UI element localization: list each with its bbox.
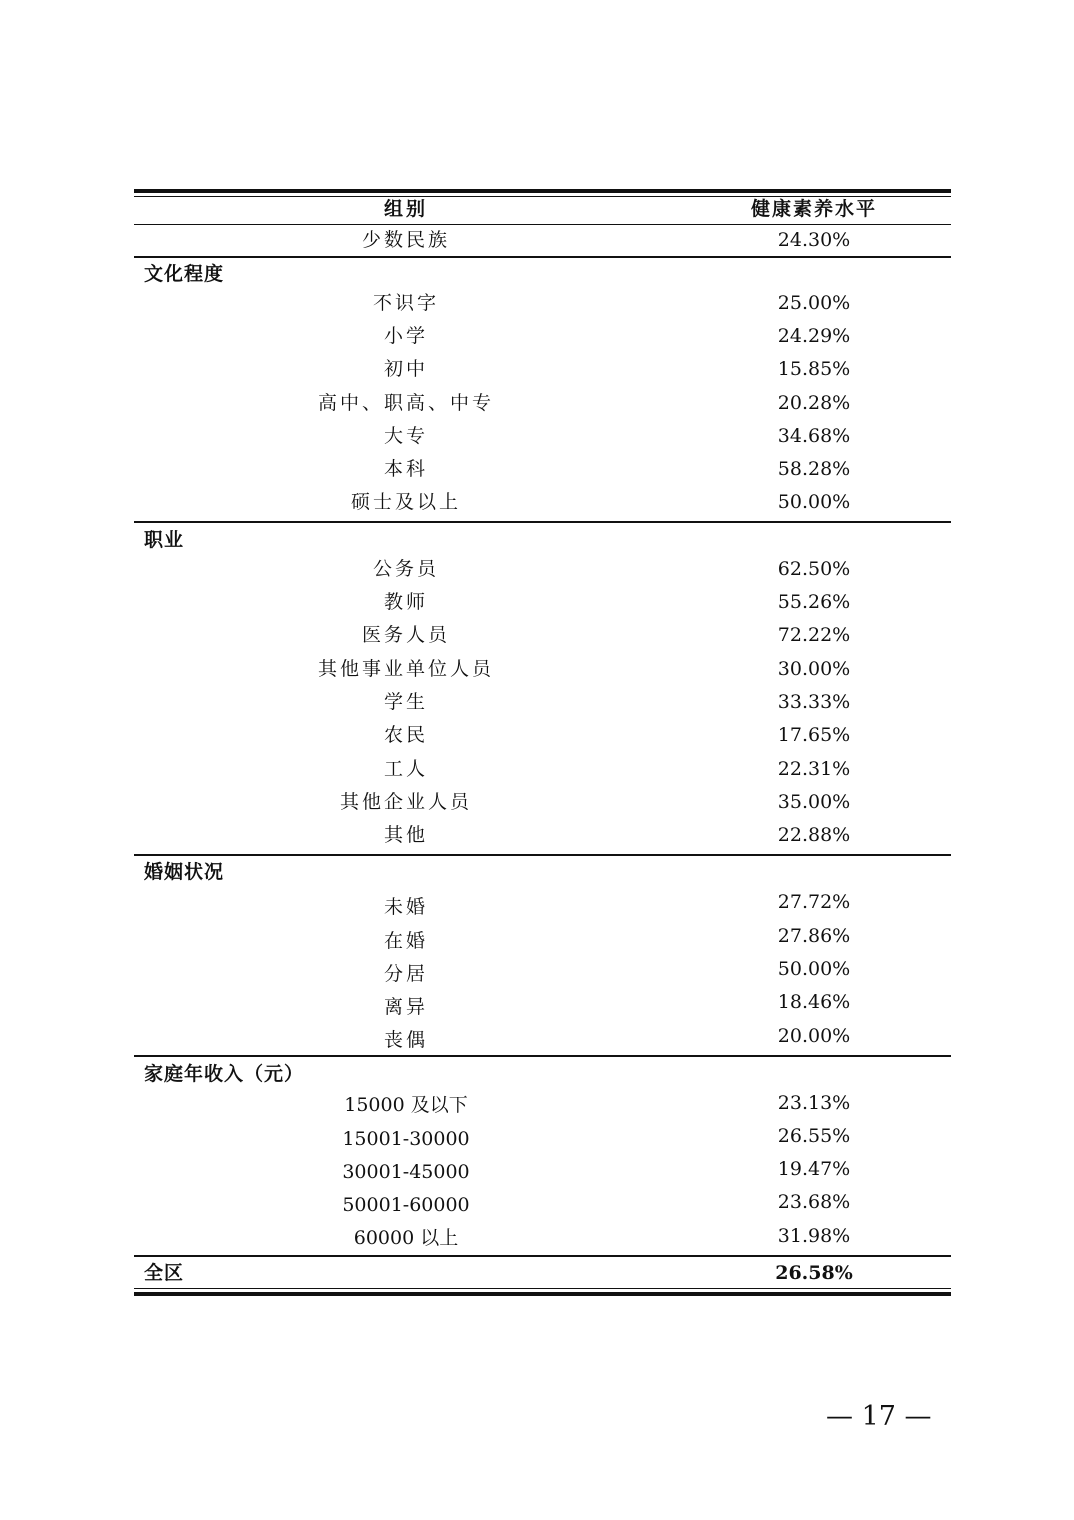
table-row-label: 其他 (383, 824, 428, 846)
table-row-label: 50001-60000 (342, 1194, 470, 1216)
table-row-label: 在婚 (383, 930, 428, 952)
table-row-value: 17.65% (777, 724, 851, 746)
table-row-value: 20.28% (777, 392, 851, 414)
table-row-label: 本科 (383, 458, 428, 480)
section-title-occupation: 职业 (144, 529, 185, 551)
header-group: 组别 (383, 198, 428, 220)
table-row-value: 25.00% (777, 292, 851, 314)
table-row-value: 72.22% (777, 624, 851, 646)
table-row-value: 58.28% (777, 458, 851, 480)
table-row-label: 公务员 (372, 558, 439, 580)
header-level: 健康素养水平 (750, 198, 877, 220)
table-bottom-rule (134, 1292, 951, 1296)
table-row-label: 小学 (383, 325, 428, 347)
table-row-label: 30001-45000 (342, 1161, 470, 1183)
table-row-value: 19.47% (777, 1158, 851, 1180)
table-row-label: 初中 (383, 358, 428, 380)
table-row-value: 18.46% (777, 991, 851, 1013)
table-row-value: 15.85% (777, 358, 851, 380)
table-row-label: 学生 (383, 691, 428, 713)
table-row-value: 50.00% (777, 958, 851, 980)
table-row-value: 30.00% (777, 658, 851, 680)
table-row-label: 60000 以上 (353, 1227, 459, 1249)
table-row-label: 15001-30000 (342, 1128, 470, 1150)
table-top-rule-thin (134, 196, 951, 197)
table-row-label: 其他事业单位人员 (317, 658, 494, 680)
table-row-value: 55.26% (777, 591, 851, 613)
table-top-rule (134, 189, 951, 193)
header-rule (134, 224, 951, 225)
table-row-label: 分居 (383, 963, 428, 985)
table-row-label: 未婚 (383, 896, 428, 918)
table-row-value: 62.50% (777, 558, 851, 580)
total-value: 26.58% (775, 1262, 853, 1284)
table-row-value: 20.00% (777, 1025, 851, 1047)
table-row-label: 其他企业人员 (339, 791, 472, 813)
section-title-marital: 婚姻状况 (144, 861, 225, 883)
section-rule (134, 256, 951, 258)
table-row-value: 35.00% (777, 791, 851, 813)
table-row-label: 不识字 (372, 292, 439, 314)
table-row-value: 50.00% (777, 491, 851, 513)
section-rule (134, 521, 951, 523)
table-row-label: 硕士及以上 (350, 491, 461, 513)
table-row-value: 24.29% (777, 325, 851, 347)
table-row-label: 工人 (383, 758, 428, 780)
table-row-value: 26.55% (777, 1125, 851, 1147)
table-row-value: 23.13% (777, 1092, 851, 1114)
table-row-label: 农民 (383, 724, 428, 746)
row-label-minority: 少数民族 (361, 229, 450, 251)
section-rule (134, 1255, 951, 1257)
table-row-label: 教师 (383, 591, 428, 613)
table-row-label: 离异 (383, 996, 428, 1018)
table-row-value: 22.88% (777, 824, 851, 846)
table-bottom-rule-thin (134, 1288, 951, 1289)
table-row-value: 27.86% (777, 925, 851, 947)
section-title-income: 家庭年收入（元） (144, 1063, 305, 1085)
table-row-label: 大专 (383, 425, 428, 447)
total-label: 全区 (144, 1262, 185, 1284)
table-row-value: 27.72% (777, 891, 851, 913)
table-row-value: 34.68% (777, 425, 851, 447)
table-row-label: 丧偶 (383, 1029, 428, 1051)
table-row-label: 15000 及以下 (344, 1094, 468, 1116)
table-row-label: 医务人员 (361, 624, 450, 646)
table-row-value: 22.31% (777, 758, 851, 780)
row-value-minority: 24.30% (777, 229, 851, 251)
table-row-value: 23.68% (777, 1191, 851, 1213)
section-title-education: 文化程度 (144, 263, 225, 285)
table-row-value: 31.98% (777, 1225, 851, 1247)
table-row-value: 33.33% (777, 691, 851, 713)
section-rule (134, 854, 951, 856)
table-row-label: 高中、职高、中专 (317, 392, 494, 414)
page-number: — 17 — (826, 1401, 932, 1432)
section-rule (134, 1055, 951, 1057)
